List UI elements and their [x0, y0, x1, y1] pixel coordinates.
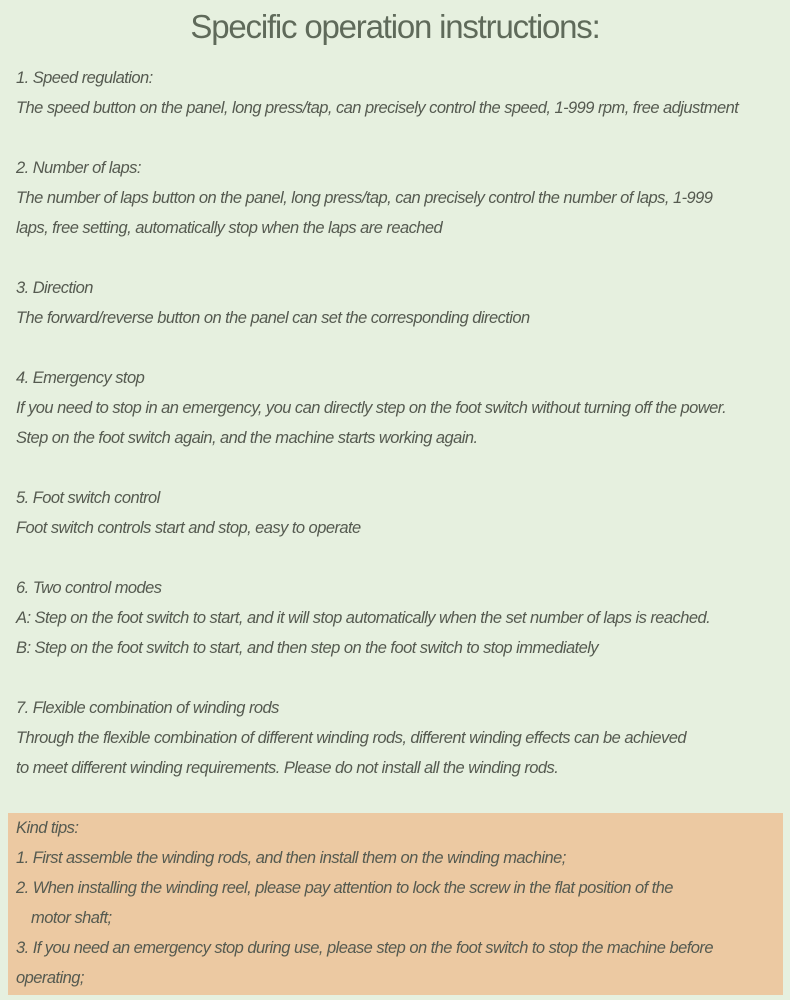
section-text: If you need to stop in an emergency, you can directly step on the foot switch without turning off the power. — [16, 399, 727, 417]
tip-line: 1. First assemble the winding rods, and then install them on the winding machine; — [16, 849, 566, 867]
section-text: to meet different winding requirements. Please do not install all the winding rods. — [16, 759, 559, 777]
tip-line: motor shaft; — [31, 909, 112, 927]
section-emergency-stop — [16, 363, 786, 453]
section-heading: 2. Number of laps: — [16, 159, 141, 177]
section-text: B: Step on the foot switch to start, and then step on the foot switch to stop immediately — [16, 639, 599, 657]
section-direction — [16, 273, 786, 333]
section-text: Through the flexible combination of different winding rods, different winding effects can be achieved — [16, 729, 686, 747]
page-title: Specific operation instructions: — [190, 8, 600, 45]
section-two-control-modes — [16, 573, 786, 663]
section-heading: 7. Flexible combination of winding rods — [16, 699, 279, 717]
section-number-of-laps — [16, 153, 786, 243]
section-heading: 4. Emergency stop — [16, 369, 145, 387]
section-speed-regulation — [16, 63, 786, 123]
section-text: A: Step on the foot switch to start, and it will stop automatically when the set number of laps is reached. — [16, 609, 711, 627]
section-heading: 6. Two control modes — [16, 579, 162, 597]
section-flexible-combination — [16, 693, 786, 783]
section-heading: 5. Foot switch control — [16, 489, 160, 507]
tip-line: operating; — [16, 969, 84, 987]
section-text: The number of laps button on the panel, long press/tap, can precisely control the number of laps, 1-999 — [16, 189, 713, 207]
tip-line: 2. When installing the winding reel, please pay attention to lock the screw in the flat position of the — [16, 879, 673, 897]
section-text: Step on the foot switch again, and the machine starts working again. — [16, 429, 478, 447]
instructions-list — [16, 63, 786, 783]
section-heading: 3. Direction — [16, 279, 93, 297]
section-text: The forward/reverse button on the panel can set the corresponding direction — [16, 309, 530, 327]
kind-tips-box — [8, 813, 783, 995]
section-text: Foot switch controls start and stop, easy to operate — [16, 519, 361, 537]
section-heading: 1. Speed regulation: — [16, 69, 153, 87]
tip-line: 3. If you need an emergency stop during use, please step on the foot switch to stop the machine before — [16, 939, 713, 957]
section-text: The speed button on the panel, long press/tap, can precisely control the speed, 1-999 rpm, free adjustment — [16, 99, 739, 117]
tips-heading: Kind tips: — [16, 819, 79, 837]
section-text: laps, free setting, automatically stop when the laps are reached — [16, 219, 443, 237]
section-foot-switch-control — [16, 483, 786, 543]
